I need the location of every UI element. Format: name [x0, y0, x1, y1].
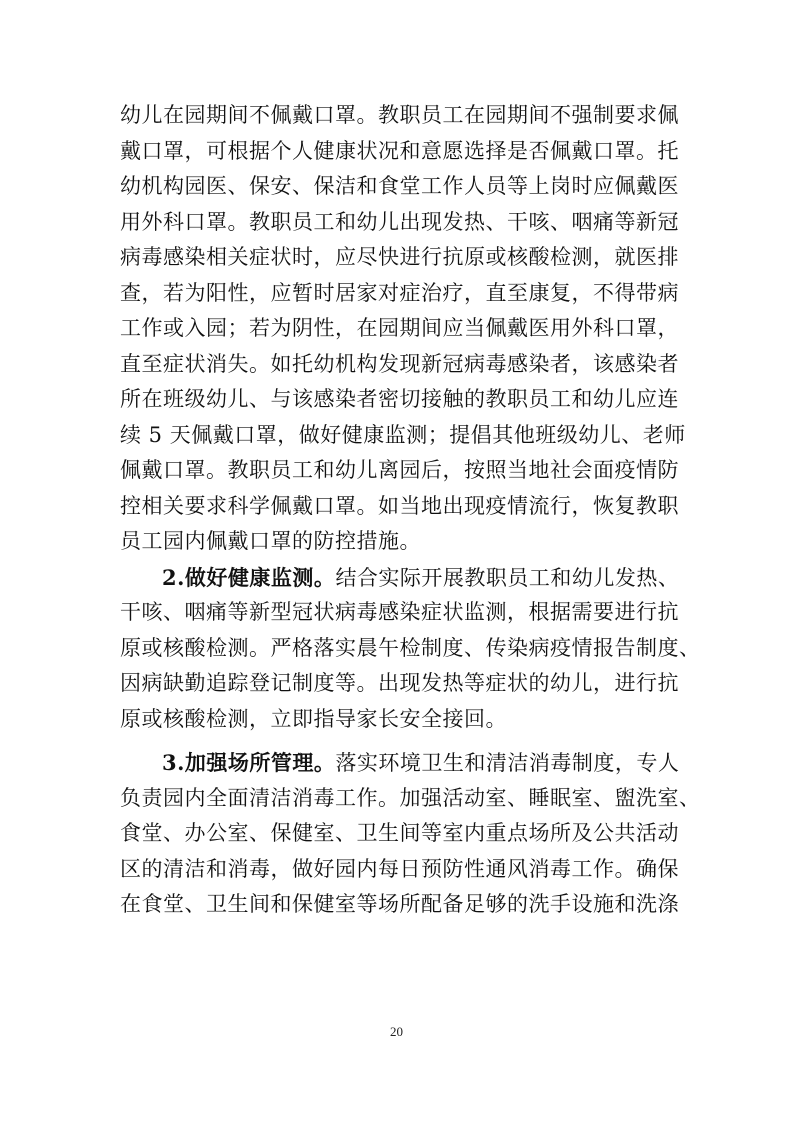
text-line: 幼儿在园期间不佩戴口罩。教职员工在园期间不强制要求佩	[120, 103, 679, 127]
text-line: 员工园内佩戴口罩的防控措施。	[120, 529, 421, 553]
text-line: 工作或入园；若为阴性，在园期间应当佩戴医用外科口罩，	[120, 316, 679, 340]
text-line: 干咳、咽痛等新型冠状病毒感染症状监测，根据需要进行抗	[120, 600, 679, 624]
text-line: 负责园内全面清洁消毒工作。加强活动室、睡眠室、盥洗室、	[120, 785, 701, 810]
text-line: 佩戴口罩。教职员工和幼儿离园后，按照当地社会面疫情防	[120, 458, 679, 482]
paragraph-venue-management	[120, 745, 701, 923]
paragraph-gap	[120, 737, 676, 745]
text-line: 原或核酸检测，立即指导家长安全接回。	[120, 706, 507, 731]
text-line-rest: 结合实际开展教职员工和幼儿发热、	[335, 565, 680, 590]
text-line: 原或核酸检测。严格落实晨午检制度、传染病疫情报告制度、	[120, 635, 701, 660]
text-line: 在食堂、卫生间和保健室等场所配备足够的洗手设施和洗涤	[120, 892, 679, 916]
section-heading: 3.加强场所管理。	[162, 750, 336, 775]
text-line: 所在班级幼儿、与该感染者密切接触的教职员工和幼儿应连	[120, 387, 679, 411]
page-number: 20	[390, 1024, 403, 1039]
body-text	[120, 98, 701, 923]
text-line: 病毒感染相关症状时，应尽快进行抗原或核酸检测，就医排	[120, 245, 679, 269]
text-line-rest: 落实环境卫生和清洁消毒制度，专人	[335, 751, 680, 775]
text-line: 幼机构园医、保安、保洁和食堂工作人员等上岗时应佩戴医	[120, 174, 679, 198]
text-line: 直至症状消失。如托幼机构发现新冠病毒感染者，该感染者	[120, 351, 679, 376]
text-line: 续 5 天佩戴口罩，做好健康监测；提倡其他班级幼儿、老师	[120, 422, 686, 447]
text-line: 用外科口罩。教职员工和幼儿出现发热、干咳、咽痛等新冠	[120, 209, 679, 234]
text-line: 控相关要求科学佩戴口罩。如当地出现疫情流行，恢复教职	[120, 493, 679, 518]
text-line: 戴口罩，可根据个人健康状况和意愿选择是否佩戴口罩。托	[120, 138, 679, 163]
text-line-first	[120, 560, 680, 596]
text-line: 区的清洁和消毒，做好园内每日预防性通风消毒工作。确保	[120, 856, 679, 881]
text-line: 查，若为阳性，应暂时居家对症治疗，直至康复，不得带病	[120, 280, 679, 305]
text-line: 因病缺勤追踪登记制度等。出现发热等症状的幼儿，进行抗	[120, 671, 679, 695]
section-heading: 2.做好健康监测。	[162, 564, 336, 590]
paragraph-health-monitoring	[120, 560, 701, 738]
text-line: 食堂、办公室、保健室、卫生间等室内重点场所及公共活动	[120, 821, 679, 845]
paragraph-masks	[120, 98, 686, 560]
text-line-first	[120, 745, 680, 781]
